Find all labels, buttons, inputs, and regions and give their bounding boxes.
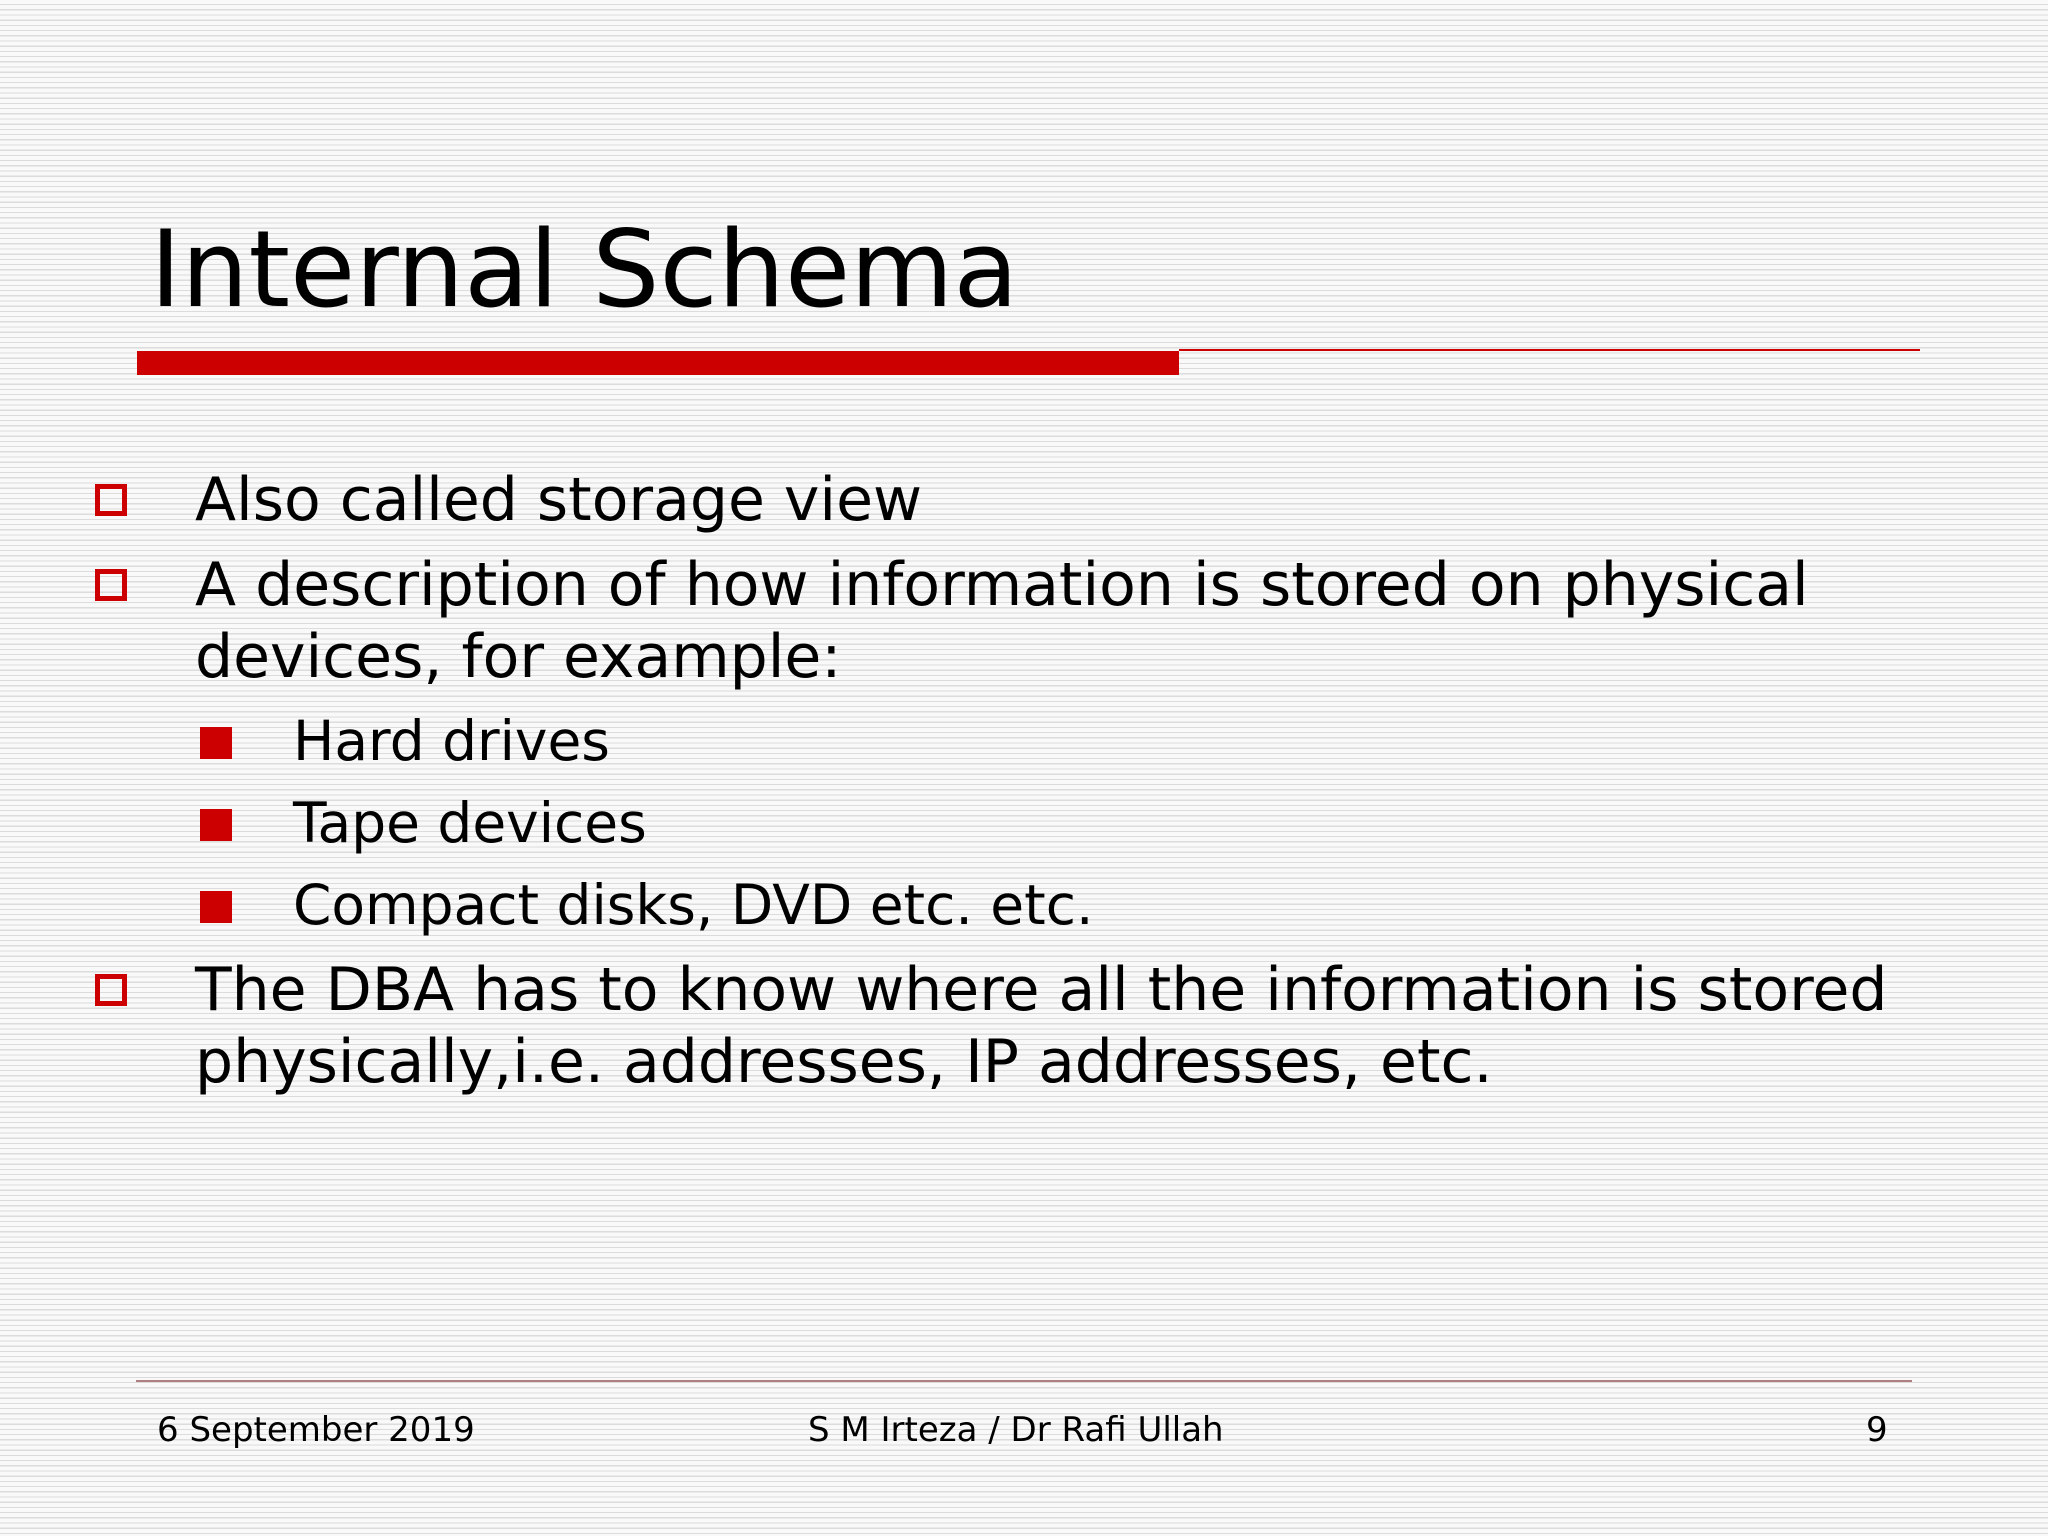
hollow-square-bullet-icon <box>95 974 127 1006</box>
bullet-2-text-line-2: devices, for example: <box>195 622 842 692</box>
bullet-2-text-line-1: A description of how information is stored on physical <box>195 550 1809 620</box>
slide-title: Internal Schema <box>150 208 1019 331</box>
footer-page-number: 9 <box>1866 1410 1888 1450</box>
title-underline-thin <box>1179 349 1920 351</box>
filled-square-bullet-icon <box>200 809 232 841</box>
footer-divider <box>136 1380 1912 1382</box>
title-underline-thick <box>137 351 1179 375</box>
sub-bullet-2-text: Tape devices <box>293 791 647 855</box>
filled-square-bullet-icon <box>200 727 232 759</box>
hollow-square-bullet-icon <box>95 484 127 516</box>
bullet-1-text: Also called storage view <box>195 465 923 535</box>
bullet-3-text-line-1: The DBA has to know where all the information is stored <box>195 955 1888 1025</box>
footer-author: S M Irteza / Dr Rafi Ullah <box>808 1410 1224 1450</box>
bullet-3-text-line-2: physically,i.e. addresses, IP addresses, etc. <box>195 1027 1493 1097</box>
sub-bullet-1-text: Hard drives <box>293 709 610 773</box>
sub-bullet-3-text: Compact disks, DVD etc. etc. <box>293 873 1094 937</box>
hollow-square-bullet-icon <box>95 569 127 601</box>
filled-square-bullet-icon <box>200 891 232 923</box>
footer-date: 6 September 2019 <box>157 1410 475 1450</box>
